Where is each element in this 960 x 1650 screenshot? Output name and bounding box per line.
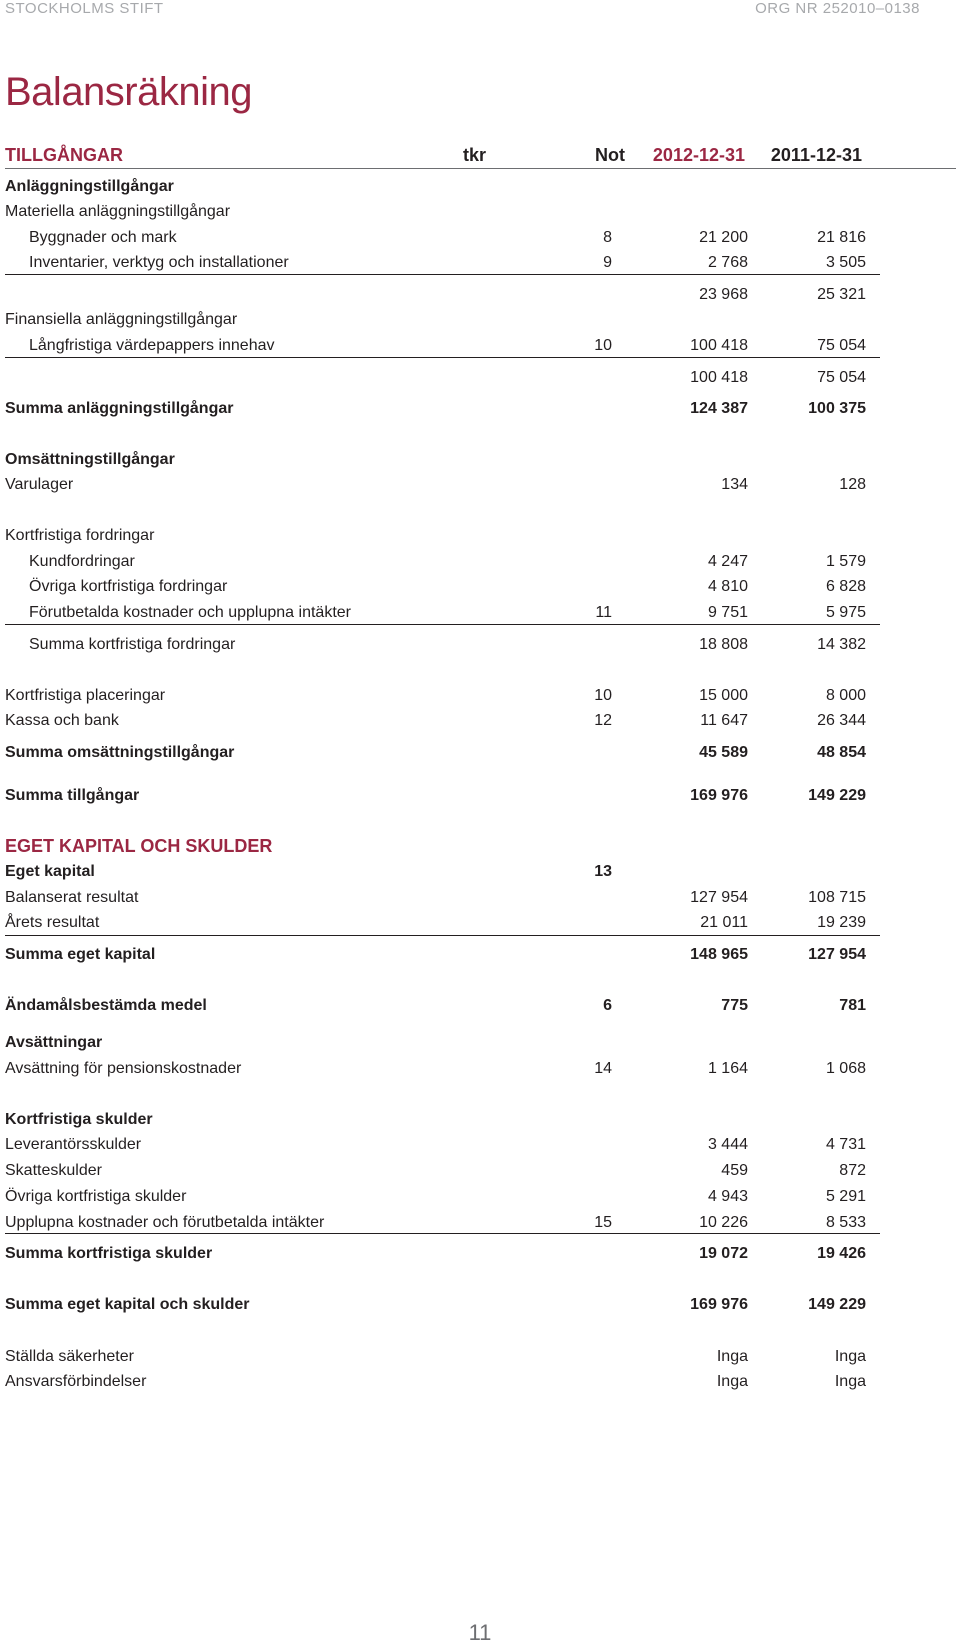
- table-row: [5, 366, 880, 390]
- row-note: 8: [603, 229, 612, 246]
- row-label: Kortfristiga fordringar: [5, 527, 155, 544]
- row-label: Summa eget kapital: [5, 946, 156, 963]
- table-row: [5, 741, 880, 765]
- table-row: [5, 397, 880, 421]
- row-label: Leverantörsskulder: [5, 1136, 142, 1153]
- row-label: Summa anläggningstillgångar: [5, 400, 234, 417]
- value-2011: 100 375: [808, 400, 866, 417]
- value-2012: Inga: [716, 1348, 748, 1365]
- value-2011: 26 344: [817, 712, 866, 729]
- value-2012: 15 000: [699, 687, 748, 704]
- value-2011: 14 382: [817, 636, 866, 653]
- value-2012: 23 968: [699, 286, 748, 303]
- row-label: Finansiella anläggningstillgångar: [5, 311, 238, 328]
- row-label: Byggnader och mark: [29, 229, 177, 246]
- table-row: [5, 524, 880, 548]
- value-2011: 1 068: [825, 1060, 866, 1077]
- row-label: Kundfordringar: [29, 553, 135, 570]
- table-row: [5, 1031, 880, 1055]
- row-note: 6: [603, 997, 612, 1014]
- row-label: Långfristiga värdepappers innehav: [29, 337, 275, 354]
- table-row: [5, 943, 880, 967]
- table-row: [5, 633, 880, 657]
- row-label: Avsättning för pensionskostnader: [5, 1060, 242, 1077]
- table-row: [5, 251, 880, 275]
- table-row: [5, 1108, 880, 1132]
- row-label: Summa tillgångar: [5, 787, 140, 804]
- sum-divider: [5, 1233, 880, 1234]
- value-2012: 3 444: [707, 1136, 748, 1153]
- unit-header: tkr: [462, 145, 486, 165]
- section-heading-assets: TILLGÅNGAR: [5, 145, 123, 165]
- value-2012: 459: [721, 1162, 748, 1179]
- value-2011: 19 239: [817, 914, 866, 931]
- value-2012: 4 247: [707, 553, 748, 570]
- row-label: Årets resultat: [5, 914, 100, 931]
- value-2011: 19 426: [817, 1245, 866, 1262]
- row-label: Anläggningstillgångar: [5, 178, 174, 195]
- row-note: 14: [594, 1060, 612, 1077]
- sum-divider: [5, 624, 880, 625]
- value-2011: 149 229: [808, 1296, 866, 1313]
- row-label: Ändamålsbestämda medel: [5, 997, 207, 1014]
- table-row: [5, 200, 880, 224]
- table-row: [5, 886, 880, 910]
- table-row: [5, 1242, 880, 1266]
- table-row: [5, 1345, 880, 1369]
- value-2012: 9 751: [707, 604, 748, 621]
- table-row: [5, 601, 880, 625]
- sum-divider: [5, 935, 880, 936]
- row-label: Förutbetalda kostnader och upplupna intäkter: [29, 604, 351, 621]
- value-2012: 4 943: [707, 1188, 748, 1205]
- row-label: Eget kapital: [5, 863, 95, 880]
- row-label: Upplupna kostnader och förutbetalda intäkter: [5, 1214, 325, 1231]
- value-2011: 25 321: [817, 286, 866, 303]
- table-row: [5, 709, 880, 733]
- row-label: Övriga kortfristiga skulder: [5, 1188, 187, 1205]
- value-2012: 148 965: [690, 946, 748, 963]
- table-row: [5, 1211, 880, 1235]
- table-row: [5, 1293, 880, 1317]
- value-2011: 1 579: [825, 553, 866, 570]
- row-label: Ansvarsförbindelser: [5, 1373, 147, 1390]
- row-note: 10: [594, 337, 612, 354]
- value-2012: 169 976: [690, 1296, 748, 1313]
- value-2012: 100 418: [690, 369, 748, 386]
- value-2011: 5 291: [825, 1188, 866, 1205]
- row-label: Summa eget kapital och skulder: [5, 1296, 250, 1313]
- row-note: 10: [594, 687, 612, 704]
- row-label: Omsättningstillgångar: [5, 451, 175, 468]
- sum-divider: [5, 357, 880, 358]
- previous-year-header: 2011-12-31: [770, 145, 862, 165]
- value-2012: 19 072: [699, 1245, 748, 1262]
- value-2011: 4 731: [825, 1136, 866, 1153]
- value-2012: Inga: [716, 1373, 748, 1390]
- table-row: [5, 1159, 880, 1183]
- row-label: Ställda säkerheter: [5, 1348, 134, 1365]
- value-2011: 8 533: [825, 1214, 866, 1231]
- value-2012: 21 011: [700, 914, 748, 931]
- value-2011: Inga: [834, 1373, 866, 1390]
- value-2011: 48 854: [817, 744, 866, 761]
- value-2012: 1 164: [707, 1060, 748, 1077]
- row-note: 15: [594, 1214, 612, 1231]
- table-row: [5, 994, 880, 1018]
- row-label: Balanserat resultat: [5, 889, 139, 906]
- organization-name: STOCKHOLMS STIFT: [5, 0, 164, 17]
- value-2012: 4 810: [707, 578, 748, 595]
- row-label: Summa kortfristiga fordringar: [29, 636, 236, 653]
- value-2011: 128: [839, 476, 866, 493]
- value-2012: 775: [721, 997, 748, 1014]
- value-2011: 872: [839, 1162, 866, 1179]
- table-row: [5, 684, 880, 708]
- value-2011: 127 954: [808, 946, 866, 963]
- table-row: [5, 226, 880, 250]
- value-2012: 2 768: [707, 254, 748, 271]
- row-label: Summa kortfristiga skulder: [5, 1245, 213, 1262]
- table-row: [5, 1133, 880, 1157]
- value-2011: 3 505: [825, 254, 866, 271]
- row-label: Kortfristiga skulder: [5, 1111, 153, 1128]
- value-2012: 100 418: [690, 337, 748, 354]
- row-label: Kortfristiga placeringar: [5, 687, 166, 704]
- organization-number: ORG NR 252010–0138: [755, 0, 920, 17]
- table-row: [5, 834, 880, 858]
- value-2011: 5 975: [825, 604, 866, 621]
- table-row: [5, 308, 880, 332]
- value-2012: 169 976: [690, 787, 748, 804]
- table-row: [5, 860, 880, 884]
- row-label: Inventarier, verktyg och installationer: [29, 254, 289, 271]
- table-row: [5, 448, 880, 472]
- row-label: Varulager: [5, 476, 74, 493]
- value-2011: 108 715: [808, 889, 866, 906]
- value-2012: 124 387: [690, 400, 748, 417]
- value-2011: 6 828: [825, 578, 866, 595]
- value-2011: 8 000: [825, 687, 866, 704]
- table-row: [5, 473, 880, 497]
- row-label: Kassa och bank: [5, 712, 119, 729]
- row-note: 11: [595, 604, 612, 621]
- value-2011: 149 229: [808, 787, 866, 804]
- value-2012: 134: [721, 476, 748, 493]
- table-row: [5, 784, 880, 808]
- value-2012: 45 589: [699, 744, 748, 761]
- value-2011: 781: [839, 997, 866, 1014]
- value-2011: Inga: [834, 1348, 866, 1365]
- value-2011: 75 054: [817, 337, 866, 354]
- sum-divider: [5, 274, 880, 275]
- note-column-header: Not: [595, 145, 625, 165]
- header-divider: [5, 168, 956, 169]
- value-2012: 21 200: [699, 229, 748, 246]
- column-header: [5, 145, 960, 169]
- value-2012: 10 226: [699, 1214, 748, 1231]
- table-row: [5, 175, 880, 199]
- value-2012: 127 954: [690, 889, 748, 906]
- current-year-header: 2012-12-31: [652, 145, 745, 165]
- row-note: 9: [603, 254, 612, 271]
- value-2012: 18 808: [699, 636, 748, 653]
- row-label: Övriga kortfristiga fordringar: [29, 578, 228, 595]
- value-2011: 21 816: [817, 229, 866, 246]
- table-row: [5, 283, 880, 307]
- row-note: 12: [594, 712, 612, 729]
- table-row: [5, 1370, 880, 1394]
- page-title: Balansräkning: [5, 70, 252, 114]
- page-number: 11: [468, 1620, 492, 1645]
- row-label: Skatteskulder: [5, 1162, 102, 1179]
- row-label: Materiella anläggningstillgångar: [5, 203, 231, 220]
- table-row: [5, 911, 880, 935]
- table-row: [5, 334, 880, 358]
- table-row: [5, 1057, 880, 1081]
- value-2012: 11 647: [700, 712, 748, 729]
- row-label: Summa omsättningstillgångar: [5, 744, 235, 761]
- table-row: [5, 575, 880, 599]
- row-label: EGET KAPITAL OCH SKULDER: [5, 836, 273, 856]
- value-2011: 75 054: [817, 369, 866, 386]
- table-row: [5, 550, 880, 574]
- row-label: Avsättningar: [5, 1034, 103, 1051]
- row-note: 13: [594, 863, 612, 880]
- table-row: [5, 1185, 880, 1209]
